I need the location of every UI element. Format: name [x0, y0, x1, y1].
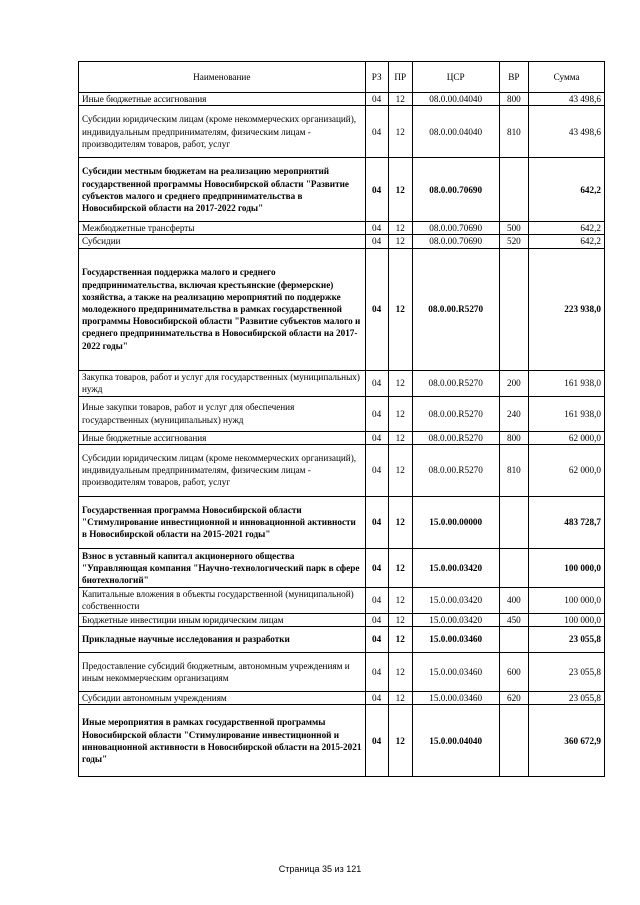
- cell-pr: 12: [388, 653, 412, 692]
- cell-csr: 15.0.00.03420: [412, 587, 499, 613]
- table-row: [79, 613, 605, 626]
- cell-rz: 04: [365, 613, 388, 626]
- cell-csr: 15.0.00.03460: [412, 692, 499, 705]
- cell-vr: 200: [499, 370, 529, 396]
- cell-vr: 520: [499, 235, 529, 248]
- cell-sum: 43 498,6: [529, 93, 605, 106]
- cell-vr: [499, 158, 529, 222]
- cell-rz: 04: [365, 627, 388, 653]
- cell-csr: 15.0.00.00000: [412, 496, 499, 548]
- cell-vr: [499, 496, 529, 548]
- page-footer: Страница 35 из 121: [278, 864, 362, 874]
- cell-vr: 800: [499, 431, 529, 444]
- cell-rz: 04: [365, 444, 388, 496]
- cell-rz: 04: [365, 106, 388, 158]
- cell-name: Субсидии юридическим лицам (кроме некоммерческих организаций), индивидуальным предпринимателям, физическим лицам - производителям товаров, работ, услуг: [79, 106, 366, 158]
- cell-pr: 12: [388, 235, 412, 248]
- cell-rz: 04: [365, 158, 388, 222]
- cell-rz: 04: [365, 248, 388, 370]
- cell-name: Капитальные вложения в объекты государственной (муниципальной) собственности: [79, 587, 366, 613]
- cell-sum: 161 938,0: [529, 396, 605, 431]
- cell-csr: 08.0.00.R5270: [412, 444, 499, 496]
- cell-sum: 23 055,8: [529, 627, 605, 653]
- budget-table: [78, 61, 605, 777]
- cell-csr: 08.0.00.R5270: [412, 248, 499, 370]
- cell-vr: [499, 705, 529, 777]
- cell-rz: 04: [365, 496, 388, 548]
- table-row: [79, 370, 605, 396]
- table-row: [79, 653, 605, 692]
- table-body: [79, 93, 605, 777]
- cell-csr: 08.0.00.04040: [412, 106, 499, 158]
- cell-csr: 15.0.00.04040: [412, 705, 499, 777]
- cell-pr: 12: [388, 444, 412, 496]
- header-rz: РЗ: [365, 62, 388, 93]
- cell-pr: 12: [388, 93, 412, 106]
- cell-vr: 600: [499, 653, 529, 692]
- cell-rz: 04: [365, 396, 388, 431]
- cell-pr: 12: [388, 548, 412, 587]
- table-row: [79, 106, 605, 158]
- cell-name: Закупка товаров, работ и услуг для государственных (муниципальных) нужд: [79, 370, 366, 396]
- cell-sum: 23 055,8: [529, 692, 605, 705]
- cell-csr: 08.0.00.04040: [412, 93, 499, 106]
- table-row: [79, 627, 605, 653]
- cell-name: Предоставление субсидий бюджетным, автономным учреждениям и иным некоммерческим организациям: [79, 653, 366, 692]
- cell-vr: [499, 627, 529, 653]
- cell-vr: 240: [499, 396, 529, 431]
- cell-csr: 08.0.00.R5270: [412, 431, 499, 444]
- cell-csr: 08.0.00.70690: [412, 222, 499, 235]
- cell-vr: 400: [499, 587, 529, 613]
- cell-rz: 04: [365, 93, 388, 106]
- cell-rz: 04: [365, 705, 388, 777]
- table-row: [79, 248, 605, 370]
- table-row: [79, 692, 605, 705]
- cell-sum: 223 938,0: [529, 248, 605, 370]
- table-row: [79, 496, 605, 548]
- cell-vr: 810: [499, 106, 529, 158]
- cell-pr: 12: [388, 431, 412, 444]
- cell-sum: 642,2: [529, 158, 605, 222]
- cell-name: Субсидии юридическим лицам (кроме некоммерческих организаций), индивидуальным предпринимателям, физическим лицам - производителям товаров, работ, услуг: [79, 444, 366, 496]
- cell-csr: 15.0.00.03460: [412, 627, 499, 653]
- cell-name: Иные закупки товаров, работ и услуг для обеспечения государственных (муниципальных) нужд: [79, 396, 366, 431]
- cell-sum: 43 498,6: [529, 106, 605, 158]
- table-header-row: [79, 62, 605, 93]
- cell-pr: 12: [388, 106, 412, 158]
- cell-vr: 500: [499, 222, 529, 235]
- table-row: [79, 396, 605, 431]
- header-csr: ЦСР: [412, 62, 499, 93]
- table-row: [79, 235, 605, 248]
- cell-name: Субсидии автономным учреждениям: [79, 692, 366, 705]
- cell-sum: 100 000,0: [529, 587, 605, 613]
- cell-pr: 12: [388, 627, 412, 653]
- cell-name: Взнос в уставный капитал акционерного общества "Управляющая компания "Научно-технологический парк в сфере биотехнологий": [79, 548, 366, 587]
- cell-rz: 04: [365, 235, 388, 248]
- table-row: [79, 431, 605, 444]
- cell-name: Государственная поддержка малого и среднего предпринимательства, включая крестьянские (фермерские) хозяйства, а также на реализацию мероприятий по поддержке молодежного предпринимательства в рамках государственной программы Новосибирской области "Развитие субъектов малого и среднего предпринимательства в Новосибирской области на 2017-2022 годы": [79, 248, 366, 370]
- header-sum: Сумма: [529, 62, 605, 93]
- cell-csr: 08.0.00.R5270: [412, 396, 499, 431]
- cell-name: Прикладные научные исследования и разработки: [79, 627, 366, 653]
- cell-sum: 23 055,8: [529, 653, 605, 692]
- cell-csr: 15.0.00.03460: [412, 653, 499, 692]
- cell-name: Бюджетные инвестиции иным юридическим лицам: [79, 613, 366, 626]
- cell-csr: 08.0.00.70690: [412, 158, 499, 222]
- header-name: Наименование: [79, 62, 366, 93]
- cell-name: Межбюджетные трансферты: [79, 222, 366, 235]
- cell-rz: 04: [365, 653, 388, 692]
- cell-pr: 12: [388, 396, 412, 431]
- cell-sum: 100 000,0: [529, 613, 605, 626]
- cell-pr: 12: [388, 158, 412, 222]
- table-row: [79, 548, 605, 587]
- cell-sum: 161 938,0: [529, 370, 605, 396]
- cell-vr: 810: [499, 444, 529, 496]
- cell-sum: 62 000,0: [529, 431, 605, 444]
- cell-name: Субсидии: [79, 235, 366, 248]
- table-row: [79, 93, 605, 106]
- cell-rz: 04: [365, 587, 388, 613]
- cell-csr: 15.0.00.03420: [412, 613, 499, 626]
- cell-name: Государственная программа Новосибирской области "Стимулирование инвестиционной и инновационной активности в Новосибирской области на 2015-2021 годы": [79, 496, 366, 548]
- table-row: [79, 222, 605, 235]
- cell-sum: 642,2: [529, 222, 605, 235]
- cell-vr: [499, 248, 529, 370]
- cell-vr: 450: [499, 613, 529, 626]
- cell-vr: 620: [499, 692, 529, 705]
- cell-pr: 12: [388, 692, 412, 705]
- cell-csr: 08.0.00.R5270: [412, 370, 499, 396]
- cell-rz: 04: [365, 692, 388, 705]
- cell-name: Субсидии местным бюджетам на реализацию мероприятий государственной программы Новосибирской области "Развитие субъектов малого и среднего предпринимательства в Новосибирской области на 2017-2022 годы": [79, 158, 366, 222]
- cell-sum: 483 728,7: [529, 496, 605, 548]
- header-pr: ПР: [388, 62, 412, 93]
- cell-pr: 12: [388, 705, 412, 777]
- cell-csr: 15.0.00.03420: [412, 548, 499, 587]
- cell-rz: 04: [365, 222, 388, 235]
- cell-rz: 04: [365, 548, 388, 587]
- cell-sum: 642,2: [529, 235, 605, 248]
- cell-csr: 08.0.00.70690: [412, 235, 499, 248]
- table-row: [79, 444, 605, 496]
- cell-sum: 360 672,9: [529, 705, 605, 777]
- cell-vr: 800: [499, 93, 529, 106]
- cell-sum: 62 000,0: [529, 444, 605, 496]
- cell-pr: 12: [388, 496, 412, 548]
- cell-name: Иные бюджетные ассигнования: [79, 93, 366, 106]
- cell-name: Иные бюджетные ассигнования: [79, 431, 366, 444]
- cell-rz: 04: [365, 370, 388, 396]
- header-vr: ВР: [499, 62, 529, 93]
- table-row: [79, 587, 605, 613]
- cell-pr: 12: [388, 613, 412, 626]
- table-row: [79, 705, 605, 777]
- cell-pr: 12: [388, 248, 412, 370]
- cell-pr: 12: [388, 222, 412, 235]
- cell-pr: 12: [388, 587, 412, 613]
- cell-sum: 100 000,0: [529, 548, 605, 587]
- table-row: [79, 158, 605, 222]
- cell-pr: 12: [388, 370, 412, 396]
- cell-vr: [499, 548, 529, 587]
- cell-rz: 04: [365, 431, 388, 444]
- cell-name: Иные мероприятия в рамках государственной программы Новосибирской области "Стимулирование инвестиционной и инновационной активности в Новосибирской области на 2015-2021 годы": [79, 705, 366, 777]
